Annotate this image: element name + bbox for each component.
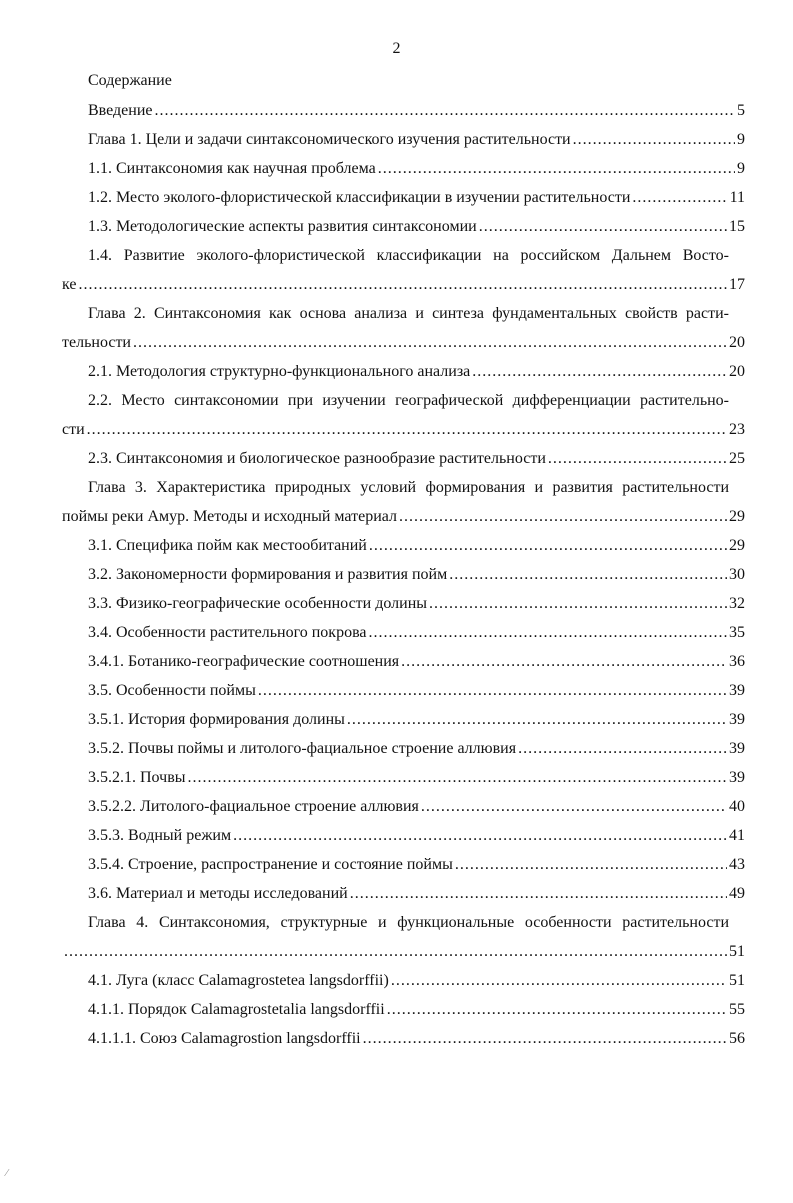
leader-dots — [347, 705, 727, 734]
toc-entry-page: 51 — [729, 972, 745, 989]
leader-dots — [632, 183, 727, 212]
toc-entry-page: 25 — [729, 450, 745, 467]
toc-entry — [0, 937, 793, 966]
toc-entry-page: 55 — [729, 1001, 745, 1018]
toc-entry-title: 4.1.1. Порядок Calamagrostetalia langsdorffii — [88, 1001, 385, 1018]
leader-dots — [479, 212, 727, 241]
toc-entry — [0, 212, 793, 241]
toc-entry-title: 3.3. Физико-географические особенности долины — [88, 595, 428, 612]
toc-entry-title: 2.3. Синтаксономия и биологическое разнообразие растительности — [88, 450, 546, 467]
toc-entry — [0, 966, 793, 995]
toc-entry-title: 3.2. Закономерности формирования и развития пойм — [88, 566, 448, 583]
toc-entry-page: 9 — [737, 131, 745, 148]
toc-entry-page: 29 — [729, 508, 745, 525]
leader-dots — [233, 821, 727, 850]
toc-entry-line — [0, 299, 793, 328]
leader-dots — [401, 647, 727, 676]
toc-entry-title: Глава 1. Цели и задачи синтаксономического изучения растительности — [88, 131, 571, 148]
toc-entry-title: 3.5.4. Строение, распространение и состояние поймы — [88, 856, 453, 873]
toc-entry-page: 11 — [729, 189, 745, 206]
leader-dots — [455, 850, 727, 879]
toc-entry — [0, 270, 793, 299]
toc-entry-page: 41 — [729, 827, 745, 844]
toc-entry-page: 15 — [729, 218, 745, 235]
toc-entry — [0, 589, 793, 618]
leader-dots — [399, 502, 727, 531]
toc-entry-page: 36 — [729, 653, 745, 670]
leader-dots — [133, 328, 727, 357]
page-number: 2 — [392, 40, 401, 57]
leader-dots — [391, 966, 727, 995]
toc-entry — [0, 792, 793, 821]
toc-entry — [0, 995, 793, 1024]
toc-entry — [0, 415, 793, 444]
toc-entry-title: Введение — [88, 102, 153, 119]
toc-entry-title: 3.5.2. Почвы поймы и литолого-фациальное строение аллювия — [88, 740, 517, 757]
toc-entry — [0, 705, 793, 734]
toc-entry-page: 23 — [729, 421, 745, 438]
toc-entry-title: 3.4. Особенности растительного покрова — [88, 624, 367, 641]
toc-entry-page: 40 — [729, 798, 745, 815]
toc-entry — [0, 560, 793, 589]
toc-entry-page: 51 — [729, 943, 745, 960]
leader-dots — [387, 995, 727, 1024]
toc-entry-title: 1.4. Развитие эколого-флористической классификации на российском Дальнем Восто- — [88, 247, 729, 264]
leader-dots — [188, 763, 728, 792]
toc-entry — [0, 821, 793, 850]
toc-entry-page: 39 — [729, 740, 745, 757]
leader-dots — [449, 560, 727, 589]
toc-entry-title-cont: ке — [62, 276, 77, 293]
toc-entry-line — [0, 908, 793, 937]
toc-entry — [0, 444, 793, 473]
leader-dots — [87, 415, 727, 444]
toc-entry-title: 4.1. Луга (класс Calamagrostetea langsdorffii) — [88, 972, 389, 989]
toc-entry — [0, 125, 793, 154]
leader-dots — [350, 879, 727, 908]
toc-entry-title-cont: тельности — [62, 334, 131, 351]
toc-entry-page: 43 — [729, 856, 745, 873]
toc-entry-title-cont: сти — [62, 421, 85, 438]
toc-entry — [0, 502, 793, 531]
toc-entry-page: 17 — [729, 276, 745, 293]
leader-dots — [369, 531, 727, 560]
toc-entry-page: 39 — [729, 711, 745, 728]
table-of-contents — [0, 96, 793, 1053]
toc-entry-title: 1.3. Методологические аспекты развития синтаксономии — [88, 218, 477, 235]
leader-dots — [369, 618, 727, 647]
toc-entry — [0, 647, 793, 676]
leader-dots — [78, 270, 727, 299]
toc-entry-page: 49 — [729, 885, 745, 902]
toc-entry-page: 39 — [729, 682, 745, 699]
toc-entry-title: 3.5. Особенности поймы — [88, 682, 256, 699]
toc-entry — [0, 879, 793, 908]
toc-entry-page: 39 — [729, 769, 745, 786]
toc-entry-page: 29 — [729, 537, 745, 554]
toc-entry-line — [0, 386, 793, 415]
toc-entry-page: 32 — [729, 595, 745, 612]
toc-entry-title: Глава 4. Синтаксономия, структурные и функциональные особенности растительности — [88, 914, 729, 931]
toc-entry-title: 3.6. Материал и методы исследований — [88, 885, 348, 902]
leader-dots — [429, 589, 727, 618]
toc-entry — [0, 676, 793, 705]
toc-entry-title: 3.5.3. Водный режим — [88, 827, 232, 844]
toc-entry — [0, 1024, 793, 1053]
toc-entry-title-cont: поймы реки Амур. Методы и исходный материал — [62, 508, 397, 525]
toc-entry-page: 20 — [729, 334, 745, 351]
leader-dots — [548, 444, 727, 473]
toc-entry-title: Глава 3. Характеристика природных условий формирования и развития растительности — [88, 479, 729, 496]
toc-entry — [0, 850, 793, 879]
leader-dots — [518, 734, 727, 763]
toc-entry — [0, 328, 793, 357]
toc-entry-title: 3.5.2.2. Литолого-фациальное строение аллювия — [88, 798, 419, 815]
toc-entry-title: 1.1. Синтаксономия как научная проблема — [88, 160, 376, 177]
toc-entry-title: 3.1. Специфика пойм как местообитаний — [88, 537, 367, 554]
scan-mark: ⁄ — [6, 1168, 8, 1179]
toc-entry-page: 35 — [729, 624, 745, 641]
toc-entry-page: 56 — [729, 1030, 745, 1047]
toc-entry — [0, 357, 793, 386]
toc-entry — [0, 96, 793, 125]
toc-entry-page: 20 — [729, 363, 745, 380]
toc-entry — [0, 183, 793, 212]
leader-dots — [378, 154, 735, 183]
toc-entry — [0, 763, 793, 792]
leader-dots — [573, 125, 735, 154]
toc-entry-title: 2.2. Место синтаксономии при изучении географической дифференциации растительно- — [88, 392, 729, 409]
toc-entry-page: 5 — [737, 102, 745, 119]
toc-entry-title: 3.5.2.1. Почвы — [88, 769, 186, 786]
toc-entry — [0, 531, 793, 560]
toc-entry-line — [0, 241, 793, 270]
toc-entry — [0, 154, 793, 183]
leader-dots — [363, 1024, 727, 1053]
toc-title: Содержание — [88, 72, 172, 89]
leader-dots — [421, 792, 727, 821]
leader-dots — [64, 937, 727, 966]
toc-entry-page: 30 — [729, 566, 745, 583]
toc-entry-line — [0, 473, 793, 502]
toc-entry-title: 4.1.1.1. Союз Calamagrostion langsdorffii — [88, 1030, 361, 1047]
leader-dots — [258, 676, 727, 705]
toc-entry-title: 1.2. Место эколого-флористической классификации в изучении растительности — [88, 189, 631, 206]
toc-entry — [0, 618, 793, 647]
toc-entry-title: 3.4.1. Ботанико-географические соотношения — [88, 653, 400, 670]
leader-dots — [472, 357, 727, 386]
leader-dots — [155, 96, 736, 125]
toc-entry-title: Глава 2. Синтаксономия как основа анализа и синтеза фундаментальных свойств расти- — [88, 305, 729, 322]
toc-entry-title: 2.1. Методология структурно-функционального анализа — [88, 363, 471, 380]
toc-entry-page: 9 — [737, 160, 745, 177]
toc-entry — [0, 734, 793, 763]
toc-entry-title: 3.5.1. История формирования долины — [88, 711, 345, 728]
